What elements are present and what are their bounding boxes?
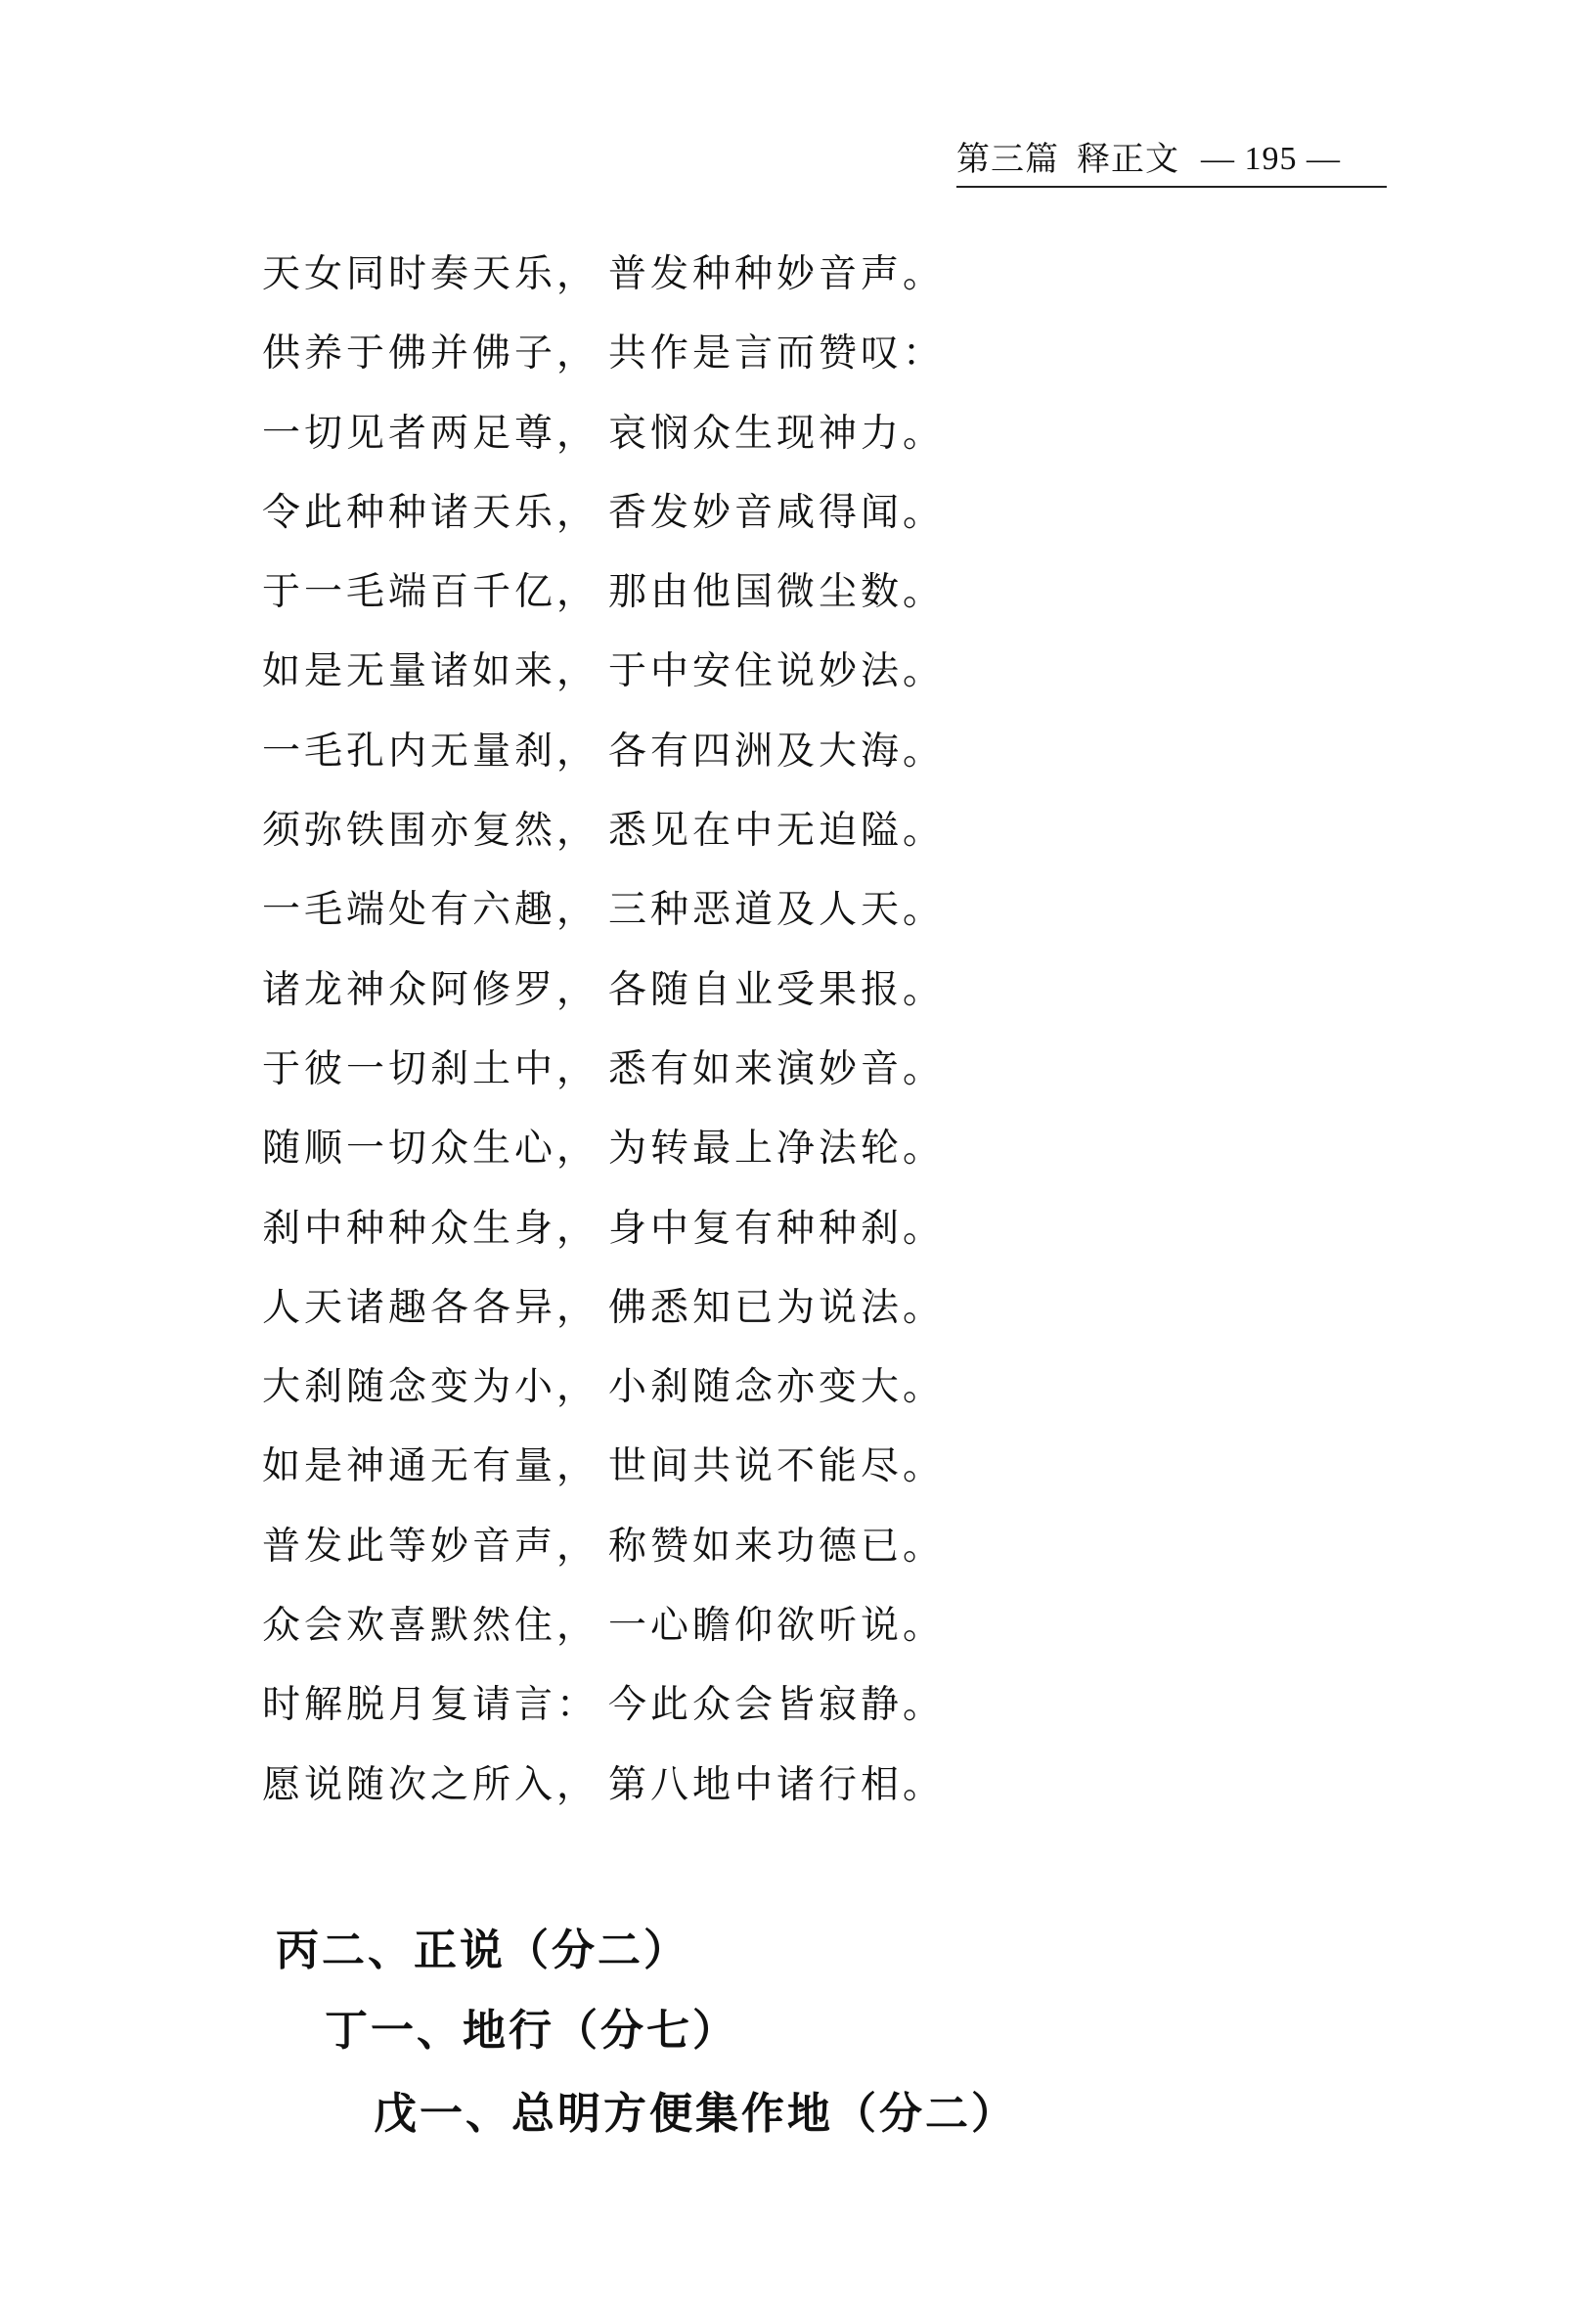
verse-first-half: 如是神通无有量， <box>262 1444 599 1489</box>
verse-line <box>262 320 1338 399</box>
verse-first-half: 刹中种种众生身， <box>262 1206 599 1251</box>
section-heading-level3: 戊一、总明方便集作地（分二） <box>374 2089 1017 2139</box>
section-heading-level1: 丙二、正说（分二） <box>276 1926 689 1975</box>
verse-first-half: 人天诸趣各各异， <box>262 1285 599 1330</box>
verse-second-half: 各有四洲及大海。 <box>608 729 946 774</box>
verse-second-half: 一心瞻仰欲听说。 <box>608 1604 946 1649</box>
verse-first-half: 众会欢喜默然住， <box>262 1604 599 1649</box>
verse-line <box>262 1592 1338 1671</box>
verse-line <box>262 1353 1338 1433</box>
verse-line <box>262 241 1338 320</box>
verse-first-half: 须弥铁围亦复然， <box>262 809 599 854</box>
verse-second-half: 今此众会皆寂静。 <box>608 1683 946 1728</box>
verse-first-half: 大刹随念变为小， <box>262 1365 599 1410</box>
running-header <box>956 137 1387 188</box>
verse-line <box>262 400 1338 479</box>
verse-second-half: 称赞如来功德已。 <box>608 1524 946 1569</box>
verse-line <box>262 1433 1338 1512</box>
verse-first-half: 一毛端处有六趣， <box>262 888 599 933</box>
verse-second-half: 悉有如来演妙音。 <box>608 1046 946 1091</box>
verse-second-half: 香发妙音咸得闻。 <box>608 490 946 535</box>
verse-first-half: 天女同时奏天乐， <box>262 252 599 296</box>
verse-first-half: 一切见者两足尊， <box>262 411 599 456</box>
verse-first-half: 如是无量诸如来， <box>262 649 599 694</box>
verse-line <box>262 558 1338 638</box>
verse-line <box>262 638 1338 717</box>
page-number: — 195 — <box>1201 141 1341 177</box>
section-heading-level2: 丁一、地行（分七） <box>325 2006 738 2056</box>
verse-first-half: 随顺一切众生心， <box>262 1127 599 1172</box>
verse-first-half: 时解脱月复请言： <box>262 1683 599 1728</box>
verse-second-half: 佛悉知已为说法。 <box>608 1285 946 1330</box>
verse-first-half: 供养于佛并佛子， <box>262 332 599 376</box>
header-section: 释正文 <box>1077 140 1179 179</box>
verse-second-half: 第八地中诸行相。 <box>608 1762 946 1807</box>
verse-line <box>262 1115 1338 1194</box>
verse-line <box>262 1671 1338 1750</box>
verse-line <box>262 1274 1338 1353</box>
verse-line <box>262 479 1338 558</box>
header-chapter: 第三篇 <box>956 140 1059 179</box>
verse-second-half: 小刹随念亦变大。 <box>608 1365 946 1410</box>
verse-second-half: 三种恶道及人天。 <box>608 888 946 933</box>
verse-first-half: 于彼一切刹土中， <box>262 1046 599 1091</box>
verse-first-half: 令此种种诸天乐， <box>262 490 599 535</box>
verse-first-half: 诸龙神众阿修罗， <box>262 967 599 1012</box>
verse-line <box>262 1751 1338 1831</box>
verse-first-half: 一毛孔内无量刹， <box>262 729 599 774</box>
verse-second-half: 悉见在中无迫隘。 <box>608 809 946 854</box>
verse-second-half: 为转最上净法轮。 <box>608 1127 946 1172</box>
verse-second-half: 身中复有种种刹。 <box>608 1206 946 1251</box>
verse-line <box>262 797 1338 876</box>
verse-line <box>262 1195 1338 1274</box>
verse-second-half: 共作是言而赞叹： <box>608 332 946 376</box>
verse-line <box>262 718 1338 797</box>
verse-first-half: 愿说随次之所入， <box>262 1762 599 1807</box>
verse-second-half: 各随自业受果报。 <box>608 967 946 1012</box>
verse-second-half: 世间共说不能尽。 <box>608 1444 946 1489</box>
verse-first-half: 普发此等妙音声， <box>262 1524 599 1569</box>
verse-second-half: 于中安住说妙法。 <box>608 649 946 694</box>
verse-line <box>262 956 1338 1036</box>
verse-line <box>262 1036 1338 1115</box>
verse-block <box>262 241 1338 1831</box>
verse-second-half: 那由他国微尘数。 <box>608 570 946 615</box>
verse-line <box>262 876 1338 955</box>
verse-second-half: 普发种种妙音声。 <box>608 252 946 296</box>
verse-first-half: 于一毛端百千亿， <box>262 570 599 615</box>
verse-line <box>262 1513 1338 1592</box>
verse-second-half: 哀悯众生现神力。 <box>608 411 946 456</box>
